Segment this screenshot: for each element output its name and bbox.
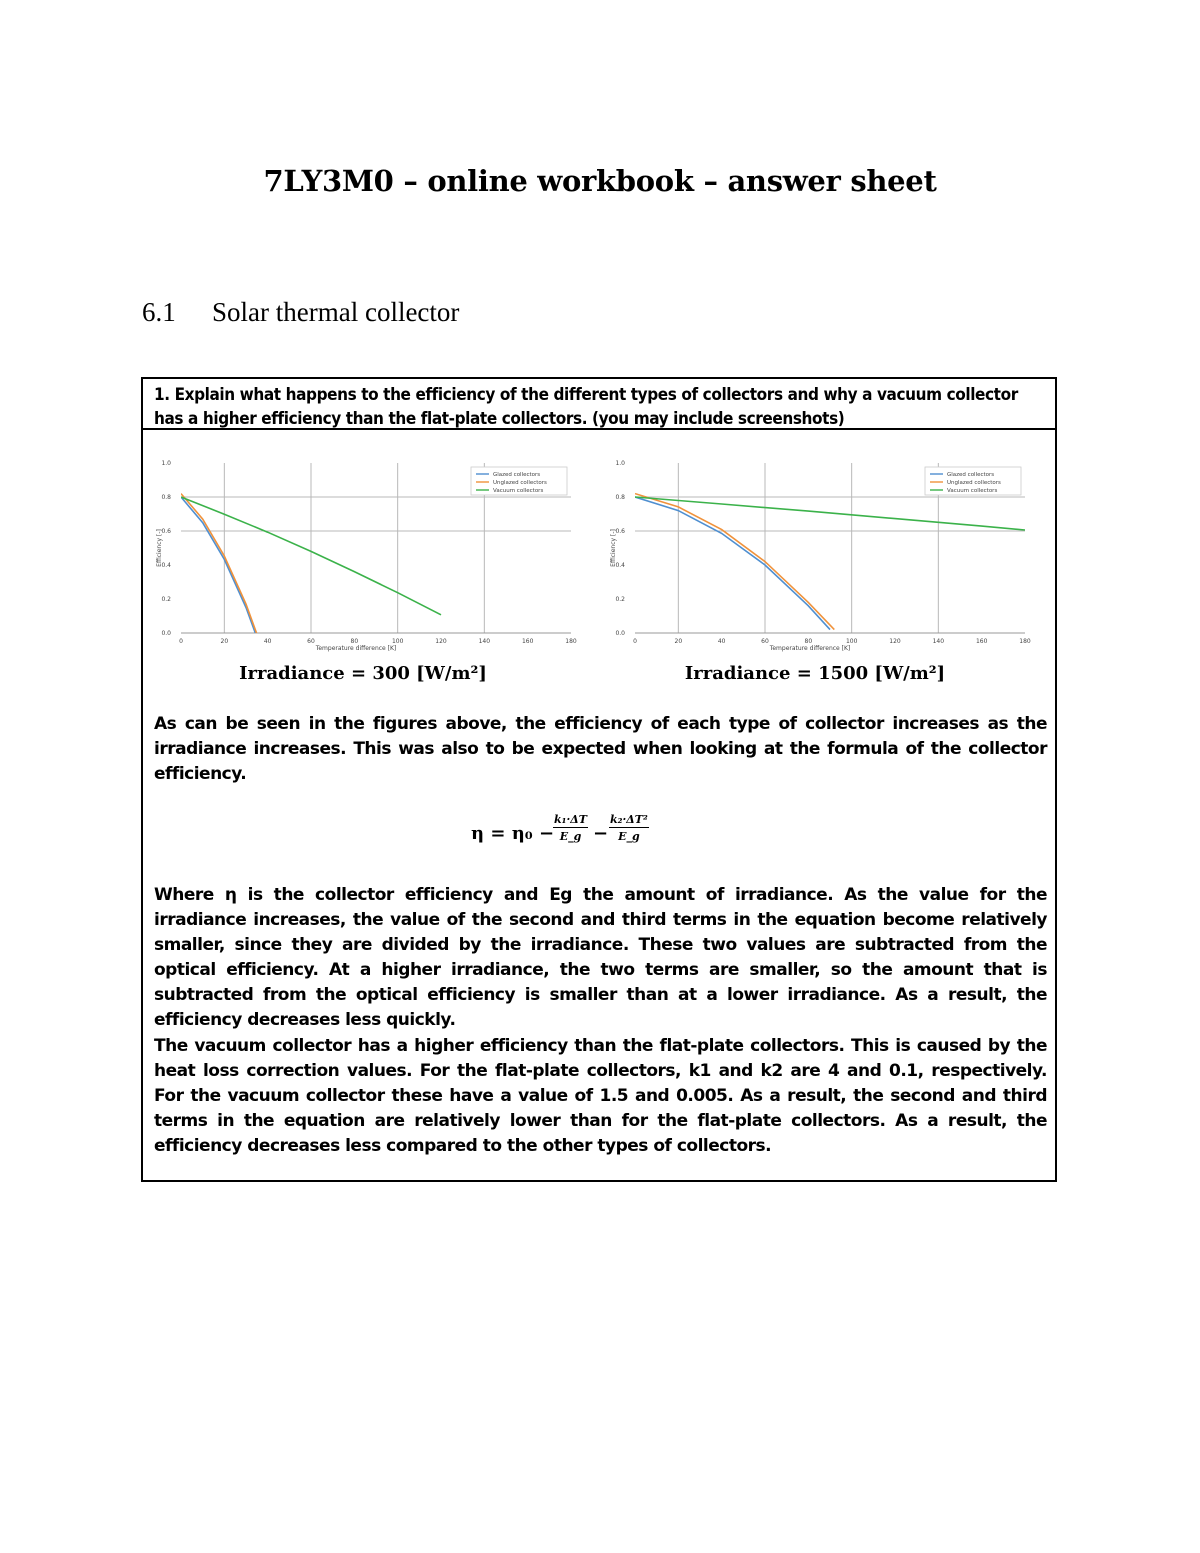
x-tick-label: 0 xyxy=(633,638,637,645)
paragraph-vacuum-collector: The vacuum collector has a higher efficiency than the flat-plate collectors. This is caused by the heat loss correction values. For the flat-plate collectors, k1 and k2 are 4 and 0.1, respectively. For the vacuum collector these have a value of 1.5 and 0.005. As a result, the second and third terms in the equation are relatively lower than for the flat-plate collectors. As a result, the efficiency decreases less compared to the other types of collectors. xyxy=(154,1036,1047,1156)
y-tick-label: 0.4 xyxy=(615,562,625,569)
y-tick-label: 0.8 xyxy=(161,494,171,501)
y-tick-label: 0.6 xyxy=(615,528,625,535)
y-tick-label: 0.6 xyxy=(161,528,171,535)
section-title: Solar thermal collector xyxy=(212,297,460,327)
x-tick-label: 100 xyxy=(391,638,404,645)
y-tick-label: 1.0 xyxy=(615,460,625,467)
efficiency-formula xyxy=(463,809,723,861)
document-title: 7LY3M0 – online workbook – answer sheet xyxy=(263,164,937,198)
y-tick-label: 0.0 xyxy=(161,630,171,637)
section-number: 6.1 xyxy=(142,297,176,327)
x-tick-label: 140 xyxy=(478,638,491,645)
y-tick-label: 0.4 xyxy=(161,562,171,569)
legend-label: Vacuum collectors xyxy=(493,488,544,494)
formula-term-2-denominator: E_g xyxy=(618,830,640,843)
paragraph-irradiance-effect: Where η is the collector efficiency and Eg the amount of irradiance. As the value for the irradiance increases, the value of the second and third terms in the equation become relatively smaller, since they are divided by the irradiance. These two values are subtracted from the optical efficiency. At a higher irradiance, the two terms are smaller, so the amount that is subtracted from the optical efficiency is smaller than at a lower irradiance. As a result, the efficiency decreases less quickly. xyxy=(154,885,1047,1030)
x-tick-label: 180 xyxy=(1019,638,1031,645)
x-axis-label: Temperature difference [K] xyxy=(315,645,397,652)
x-tick-label: 80 xyxy=(804,638,813,645)
formula-lhs: η = η₀ − xyxy=(471,823,555,844)
x-tick-label: 20 xyxy=(674,638,683,645)
x-axis-label: Temperature difference [K] xyxy=(769,645,851,652)
x-tick-label: 100 xyxy=(845,638,858,645)
x-tick-label: 180 xyxy=(565,638,577,645)
x-tick-label: 120 xyxy=(435,638,447,645)
y-axis-label: Efficiency [-] xyxy=(156,529,163,567)
x-tick-label: 0 xyxy=(179,638,183,645)
y-tick-label: 0.2 xyxy=(615,596,625,603)
x-tick-label: 40 xyxy=(263,638,272,645)
series-line-vacuum-collectors xyxy=(635,497,1025,530)
caption-irradiance-300: Irradiance = 300 [W/m²] xyxy=(239,663,487,684)
legend-label: Unglazed collectors xyxy=(947,480,1001,486)
section-heading xyxy=(142,297,459,328)
formula-term-1 xyxy=(553,813,588,843)
formula-term-2-numerator: k₂·ΔT² xyxy=(610,813,648,826)
legend-label: Glazed collectors xyxy=(493,472,541,478)
formula-term-1-numerator: k₁·ΔT xyxy=(554,813,587,826)
x-tick-label: 160 xyxy=(975,638,988,645)
chart-svg-300 xyxy=(151,453,581,653)
x-tick-label: 20 xyxy=(220,638,229,645)
x-tick-label: 60 xyxy=(307,638,315,645)
legend-label: Glazed collectors xyxy=(947,472,995,478)
chart-irradiance-1500 xyxy=(605,453,1035,657)
formula-minus: − xyxy=(593,823,609,844)
x-tick-label: 40 xyxy=(717,638,726,645)
x-tick-label: 120 xyxy=(889,638,901,645)
series-line-glazed-collectors xyxy=(635,497,830,630)
legend-label: Unglazed collectors xyxy=(493,480,547,486)
paragraph-intro: As can be seen in the figures above, the efficiency of each type of collector increases as the irradiance increases. This was also to be expected when looking at the formula of the collector efficiency. xyxy=(154,714,1047,784)
x-tick-label: 160 xyxy=(521,638,534,645)
chart-svg-1500 xyxy=(605,453,1035,653)
y-tick-label: 0.2 xyxy=(161,596,171,603)
caption-irradiance-1500: Irradiance = 1500 [W/m²] xyxy=(684,663,946,684)
chart-irradiance-300 xyxy=(151,453,581,657)
question-text: 1. Explain what happens to the efficiency of the different types of collectors and why a vacuum collector has a higher efficiency than the flat-plate collectors. (you may include screenshots) xyxy=(143,379,1055,430)
y-tick-label: 0.0 xyxy=(615,630,625,637)
y-tick-label: 0.8 xyxy=(615,494,625,501)
x-tick-label: 60 xyxy=(761,638,769,645)
answer-box xyxy=(141,377,1057,1182)
x-tick-label: 80 xyxy=(350,638,359,645)
series-line-unglazed-collectors xyxy=(635,494,834,630)
formula-term-2 xyxy=(609,813,649,843)
legend-label: Vacuum collectors xyxy=(947,488,998,494)
x-tick-label: 140 xyxy=(932,638,945,645)
y-axis-label: Efficiency [-] xyxy=(610,529,617,567)
formula-term-1-denominator: E_g xyxy=(559,830,582,843)
y-tick-label: 1.0 xyxy=(161,460,171,467)
